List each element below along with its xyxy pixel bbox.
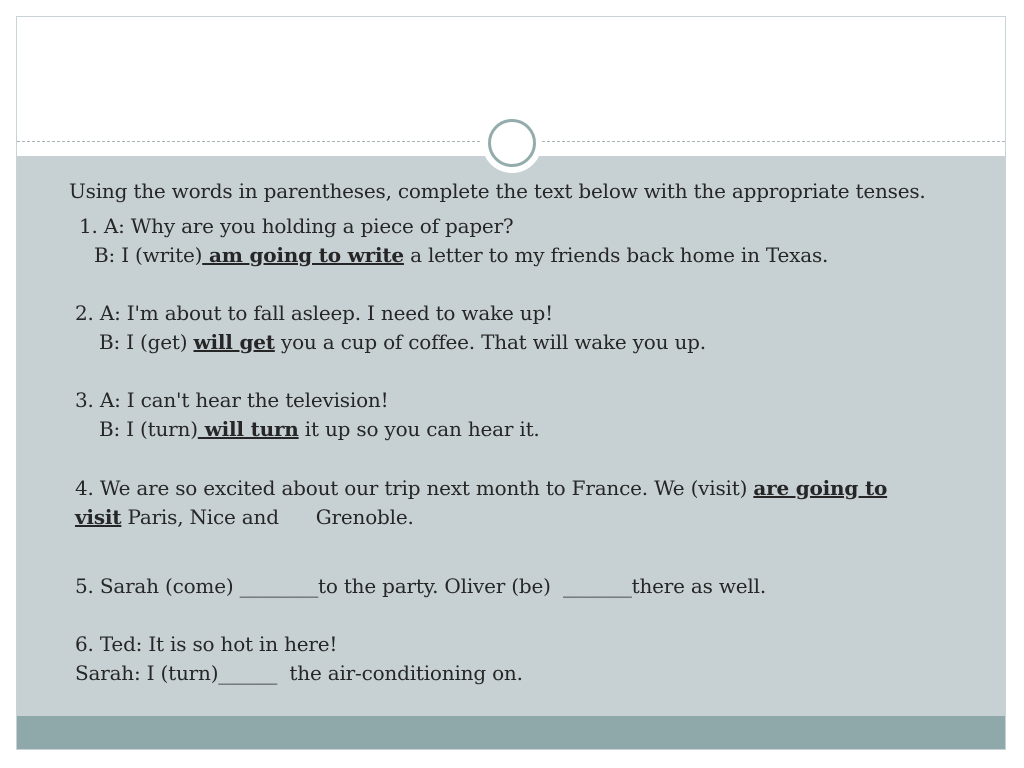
- q3-b-suffix: it up so you can hear it.: [298, 417, 540, 441]
- q2-b-prefix: B: I (get): [99, 330, 194, 354]
- q6-line-2: Sarah: I (turn)______ the air-conditioning on.: [75, 661, 523, 685]
- q3-a-line: 3. A: I can't hear the television!: [75, 388, 389, 412]
- q1-b-prefix: B: I (write): [94, 243, 203, 267]
- q3-b-prefix: B: I (turn): [99, 417, 198, 441]
- q3-answer: will turn: [197, 417, 299, 441]
- q1-b-suffix: a letter to my friends back home in Texas.: [403, 243, 829, 267]
- q4-answer-part-1: are going to: [753, 476, 888, 500]
- q1-b-line: [94, 241, 828, 270]
- q4-answer-part-2: visit: [75, 505, 122, 529]
- q4-line-2: [75, 503, 414, 532]
- q5-line: 5. Sarah (come) ________to the party. Oliver (be) _______there as well.: [75, 574, 766, 598]
- slide: [16, 16, 1006, 750]
- ring-icon: [488, 119, 536, 167]
- q1-a-line: 1. A: Why are you holding a piece of paper?: [79, 214, 514, 238]
- instruction-text: Using the words in parentheses, complete the text below with the appropriate tenses.: [69, 179, 926, 203]
- q2-b-suffix: you a cup of coffee. That will wake you up.: [274, 330, 706, 354]
- q6-line-1: 6. Ted: It is so hot in here!: [75, 632, 338, 656]
- q2-answer: will get: [193, 330, 275, 354]
- footer-band: [17, 716, 1005, 750]
- q1-answer: am going to write: [202, 243, 404, 267]
- q3-b-line: [99, 415, 540, 444]
- q2-b-line: [99, 328, 706, 357]
- q4-suffix: Paris, Nice and Grenoble.: [121, 505, 414, 529]
- q4-prefix: 4. We are so excited about our trip next month to France. We (visit): [75, 476, 754, 500]
- q4-line-1: [75, 474, 887, 503]
- q2-a-line: 2. A: I'm about to fall asleep. I need to wake up!: [75, 301, 553, 325]
